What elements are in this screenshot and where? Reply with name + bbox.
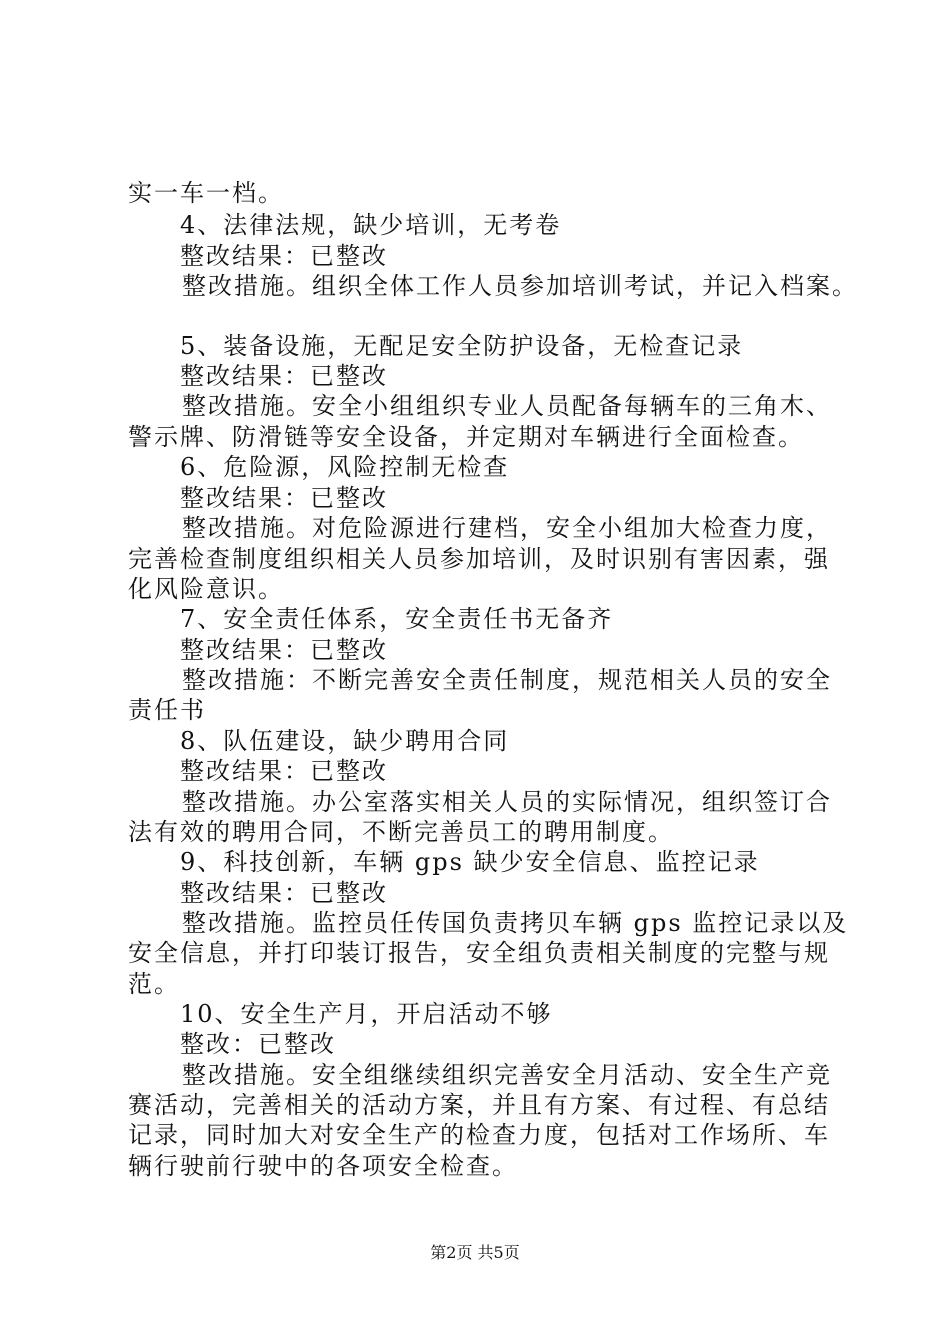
text-line: 警示牌、防滑链等安全设备，并定期对车辆进行全面检查。 (128, 423, 804, 451)
text-line: 5、装备设施，无配足安全防护设备，无检查记录 (180, 332, 744, 360)
text-line: 6、危险源，风险控制无检查 (180, 453, 510, 481)
text-line: 法有效的聘用合同，不断完善员工的聘用制度。 (128, 818, 674, 846)
text-line: 安全信息，并打印装订报告，安全组负责相关制度的完整与规 (128, 939, 830, 967)
text-line: 记录，同时加大对安全生产的检查力度，包括对工作场所、车 (128, 1121, 830, 1149)
text-line: 整改：已整改 (180, 1030, 336, 1058)
page-footer: 第2页 共5页 (430, 1243, 520, 1262)
text-line: 实一车一档。 (128, 179, 284, 207)
text-line: 责任书 (128, 696, 206, 724)
text-line: 整改措施：不断完善安全责任制度，规范相关人员的安全 (182, 666, 832, 694)
text-line: 整改措施。安全组继续组织完善安全月活动、安全生产竞 (182, 1061, 832, 1089)
text-line: 范。 (128, 970, 180, 998)
text-line: 整改措施。对危险源进行建档，安全小组加大检查力度， (182, 514, 832, 542)
text-line: 7、安全责任体系，安全责任书无备齐 (180, 605, 614, 633)
text-line: 9、科技创新，车辆 gps 缺少安全信息、监控记录 (180, 848, 760, 876)
text-line: 8、队伍建设，缺少聘用合同 (180, 727, 510, 755)
text-line: 完善检查制度组织相关人员参加培训，及时识别有害因素，强 (128, 545, 830, 573)
text-line: 整改结果：已整改 (180, 242, 388, 270)
text-line: 4、法律法规，缺少培训，无考卷 (180, 211, 562, 239)
text-line: 整改结果：已整改 (180, 879, 388, 907)
text-line: 整改结果：已整改 (180, 484, 388, 512)
text-line: 整改措施。组织全体工作人员参加培训考试，并记入档案。 (182, 272, 858, 300)
text-line: 整改措施。监控员任传国负责拷贝车辆 gps 监控记录以及 (182, 909, 849, 937)
text-line: 10、安全生产月，开启活动不够 (180, 1000, 553, 1028)
text-line: 整改结果：已整改 (180, 757, 388, 785)
text-line: 整改措施。办公室落实相关人员的实际情况，组织签订合 (182, 788, 832, 816)
text-line: 化风险意识。 (128, 575, 284, 603)
text-line: 赛活动，完善相关的活动方案，并且有方案、有过程、有总结 (128, 1091, 830, 1119)
text-line: 整改结果：已整改 (180, 362, 388, 390)
text-line: 整改措施。安全小组组织专业人员配备每辆车的三角木、 (182, 392, 832, 420)
text-line: 辆行驶前行驶中的各项安全检查。 (128, 1152, 518, 1180)
text-line: 整改结果：已整改 (180, 636, 388, 664)
